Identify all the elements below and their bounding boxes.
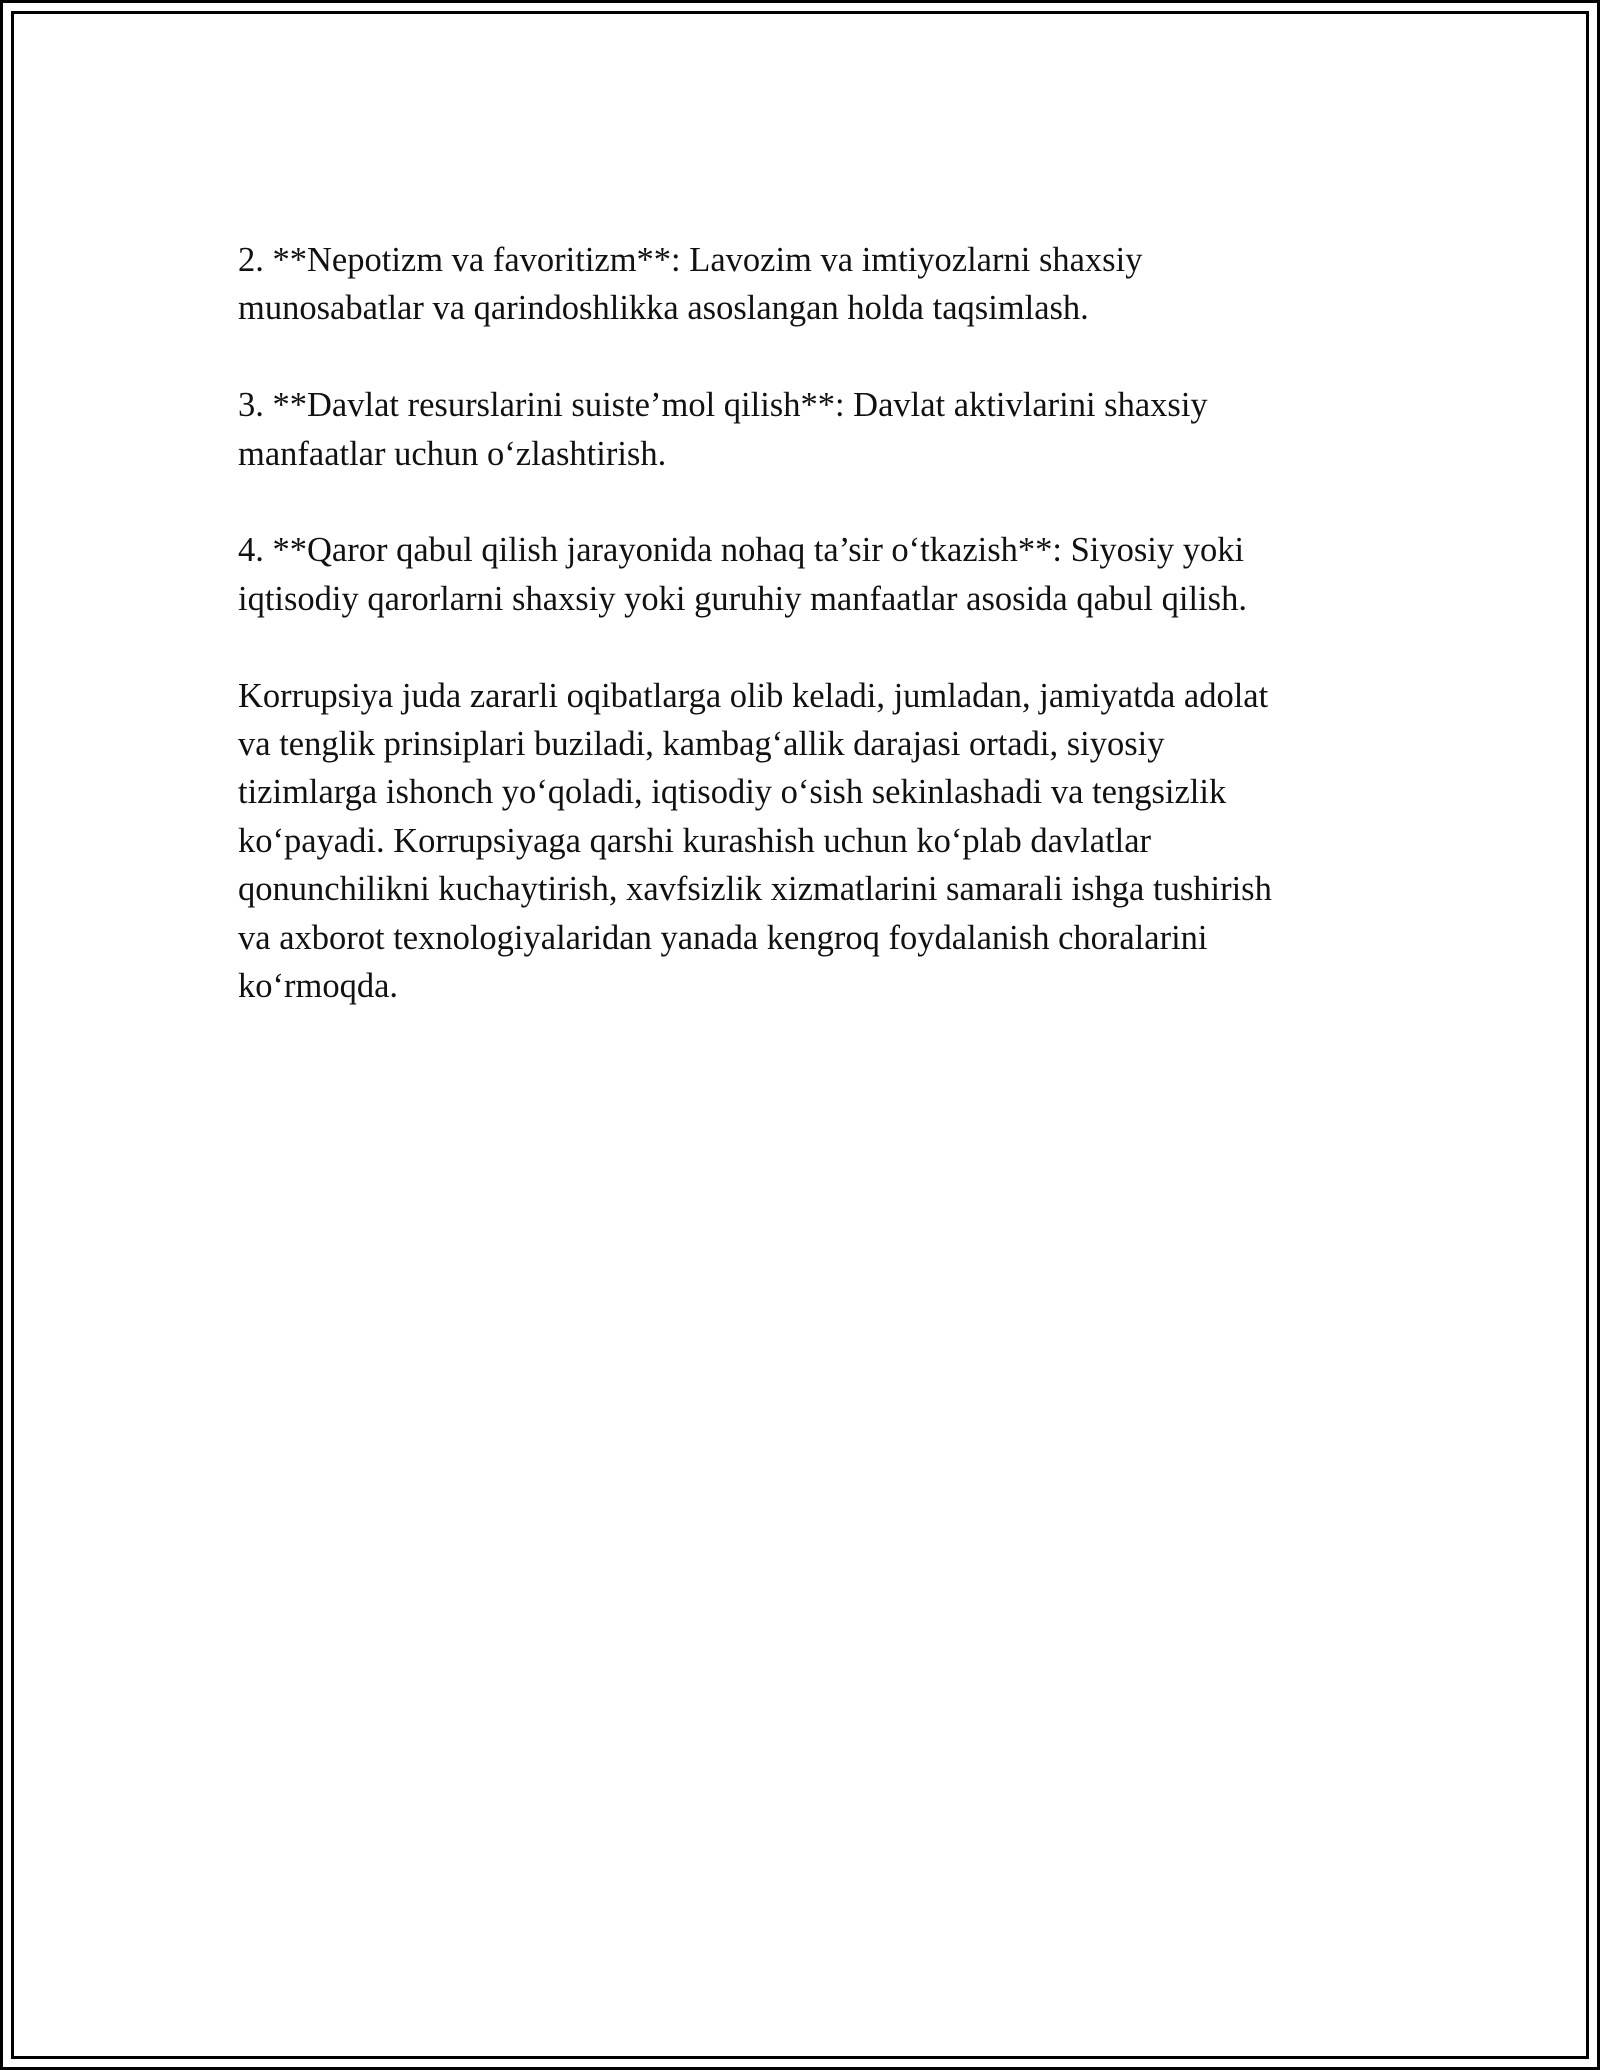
list-item-nepotism: 2. **Nepotizm va favoritizm**: Lavozim va imtiyozlarni shaxsiy munosabatlar va qarindoshlikka asoslangan holda taqsimlash.: [238, 241, 1143, 328]
list-item-undue-influence: 4. **Qaror qabul qilish jarayonida nohaq ta’sir o‘tkazish**: Siyosiy yoki iqtisodiy qarorlarni shaxsiy yoki guruhiy manfaatlar asosida qabul qilish.: [238, 531, 1247, 618]
document-body: [238, 236, 1378, 1059]
list-item-resource-abuse: 3. **Davlat resurslarini suiste’mol qilish**: Davlat aktivlarini shaxsiy manfaatlar uchun o‘zlashtirish.: [238, 386, 1208, 473]
summary-paragraph: Korrupsiya juda zararli oqibatlarga olib keladi, jumladan, jamiyatda adolat va tenglik prinsiplari buziladi, kambag‘allik darajasi ortadi, siyosiy tizimlarga ishonch yo‘qoladi, iqtisodiy o‘sish sekinlashadi va tengsizlik ko‘payadi. Korrupsiyaga qarshi kurashish uchun ko‘plab davlatlar qonunchilikni kuchaytirish, xavfsizlik xizmatlarini samarali ishga tushirish va axborot texnologiyalaridan yanada kengroq foydalanish choralarini ko‘rmoqda.: [238, 676, 1272, 1006]
